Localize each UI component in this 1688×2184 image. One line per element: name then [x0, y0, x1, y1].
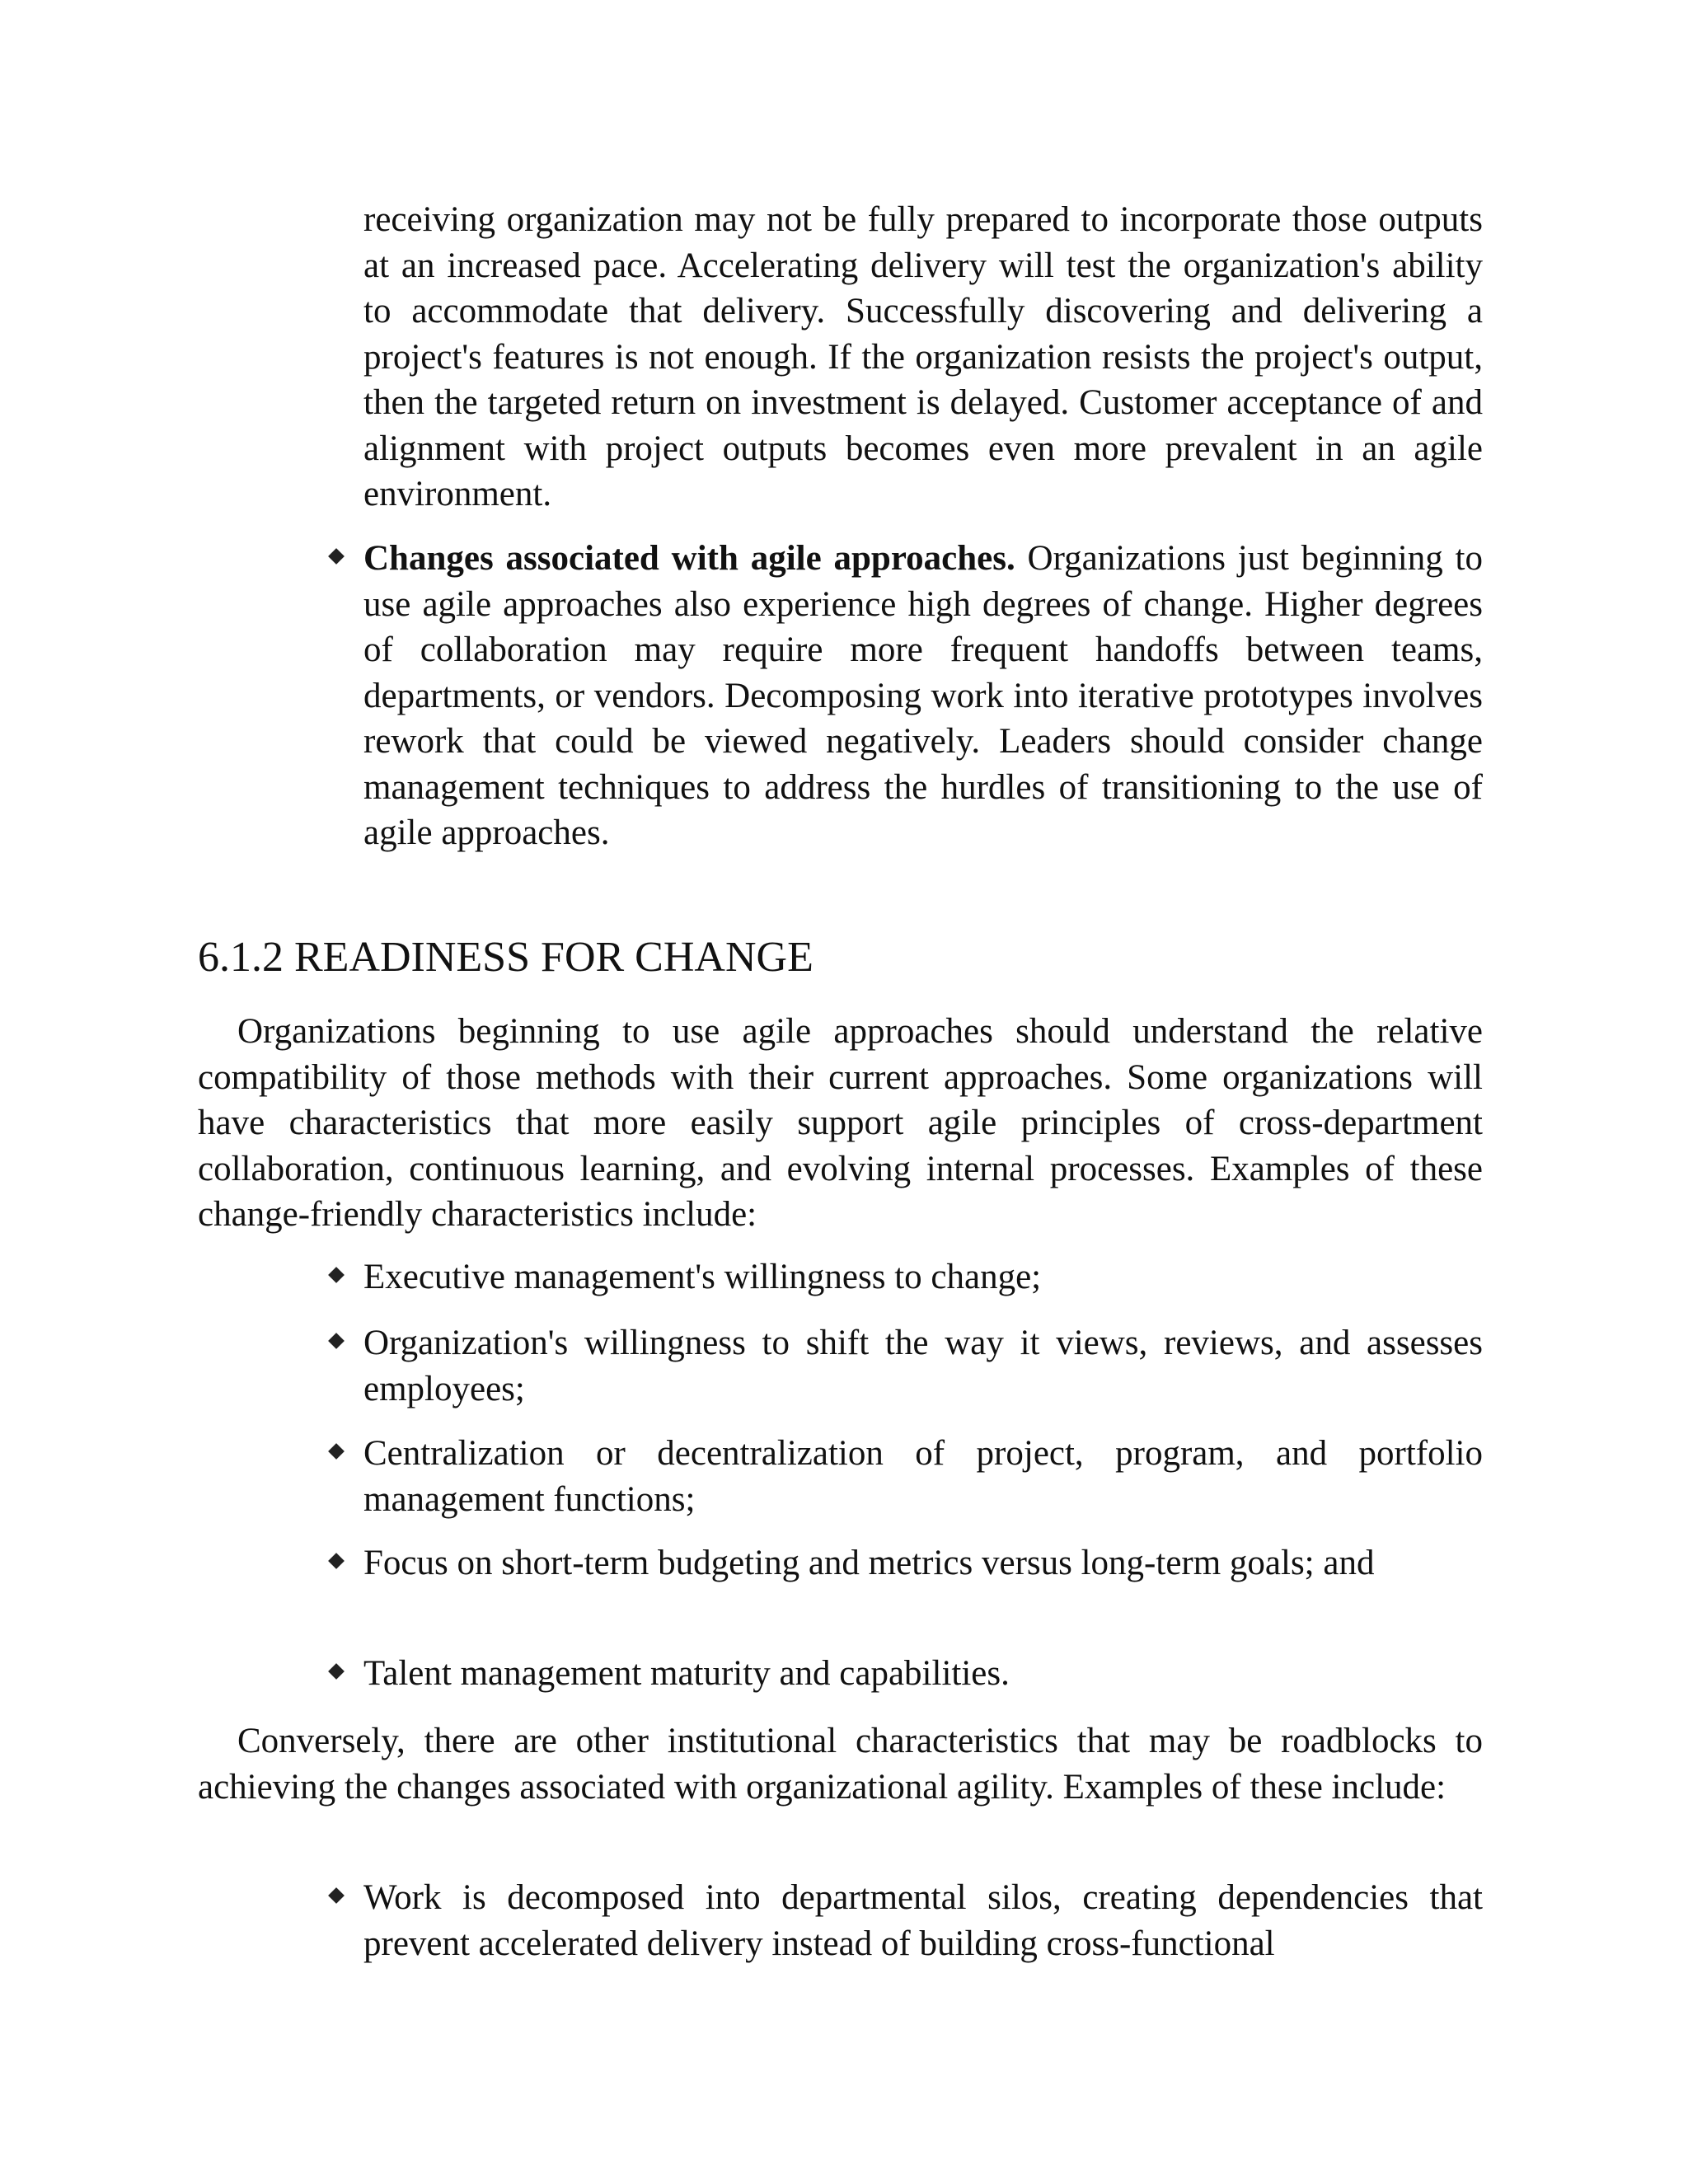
- diamond-bullet-icon: [328, 1553, 345, 1569]
- diamond-bullet-icon: [328, 548, 345, 565]
- list-item: [363, 1254, 1483, 1301]
- diamond-bullet-icon: [328, 1663, 345, 1680]
- list-item-changes-agile: [363, 536, 1483, 856]
- list-item-text: Talent management maturity and capabilities.: [363, 1654, 1010, 1693]
- continuation-paragraph: receiving organization may not be fully prepared to incorporate those outputs at an increased pace. Accelerating delivery will test the organization's ability to accommodate that delivery. Successfully discovering and delivering a project's features is not enough. If the organization resists the project's output, then the targeted return on investment is delayed. Customer acceptance of and alignment with project outputs becomes even more prevalent in an agile environment.: [363, 200, 1483, 513]
- intro-paragraph: Organizations beginning to use agile approaches should understand the relative compatibility of those methods with their current approaches. Some organizations will have characteristics that more easily support agile principles of cross-department collaboration, continuous learning, and evolving internal processes. Examples of these change-friendly characteristics include:: [198, 1012, 1483, 1234]
- diamond-bullet-icon: [328, 1333, 345, 1349]
- list-item: [363, 1540, 1483, 1586]
- list-item-text: Organization's willingness to shift the way it views, reviews, and assesses employees;: [363, 1324, 1483, 1408]
- diamond-bullet-icon: [328, 1443, 345, 1460]
- roadblocks-paragraph: Conversely, there are other institutional characteristics that may be roadblocks to achieving the changes associated with organizational agility. Examples of these include:: [198, 1722, 1483, 1807]
- list-item: [363, 1320, 1483, 1412]
- bold-lead: Changes associated with agile approaches.: [363, 539, 1015, 578]
- list-item-text: Focus on short-term budgeting and metrics versus long-term goals; and: [363, 1544, 1375, 1582]
- list-item-text: Executive management's willingness to change;: [363, 1258, 1042, 1296]
- list-item-text: Centralization or decentralization of project, program, and portfolio management functions;: [363, 1434, 1483, 1519]
- list-item-body: Organizations just beginning to use agile approaches also experience high degrees of change. Higher degrees of collaboration may require more frequent handoffs between teams, departments, or vendors. Decomposing work into iterative prototypes involves rework that could be viewed negatively. Leaders should consider change management techniques to address the hurdles of transitioning to the use of agile approaches.: [363, 539, 1483, 852]
- list-item-text: [363, 536, 1483, 856]
- list-item: [363, 1431, 1483, 1522]
- section-heading: 6.1.2 READINESS FOR CHANGE: [198, 934, 814, 981]
- diamond-bullet-icon: [328, 1887, 345, 1904]
- list-item: [363, 1875, 1483, 1966]
- list-item: [363, 1651, 1483, 1697]
- list-item-text: Work is decomposed into departmental silos, creating dependencies that prevent accelerated delivery instead of building cross-functional: [363, 1878, 1483, 1963]
- diamond-bullet-icon: [328, 1267, 345, 1283]
